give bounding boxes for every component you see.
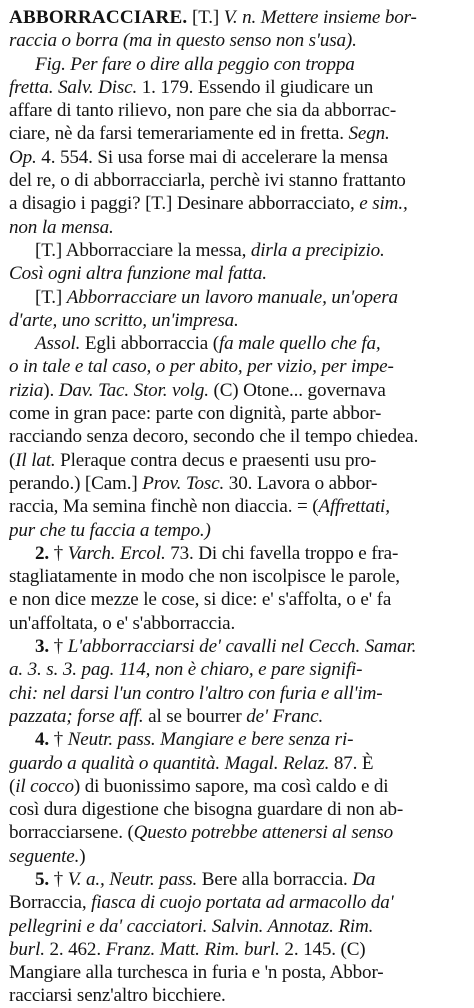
- entry-line: [9, 868, 465, 891]
- entry-line: [9, 588, 465, 611]
- text-segment: o in tale e tal caso, o per abito, per vizio, per impe-: [9, 356, 394, 378]
- text-segment: del re, o di abborracciarla, perchè ivi stanno frattanto: [9, 170, 406, 192]
- entry-line: [9, 472, 465, 495]
- entry-line: [9, 728, 465, 751]
- text-segment: Questo potrebbe attenersi al senso: [133, 822, 394, 844]
- entry-line: [9, 332, 465, 355]
- text-segment: 1. 179. Essendo il giudicare un: [137, 76, 374, 98]
- entry-line: [9, 565, 465, 588]
- text-segment: 73. Di chi favella troppo e fra-: [165, 542, 399, 564]
- text-segment: Op.: [9, 146, 37, 168]
- entry-line: [9, 425, 465, 448]
- entry-line: [9, 122, 465, 145]
- text-segment: (: [9, 775, 16, 797]
- entry-line: [9, 192, 465, 215]
- entry-line: [9, 355, 465, 378]
- text-segment: al se bourrer: [143, 705, 247, 727]
- text-segment: Pleraque contra decus e praesenti usu pro-: [55, 449, 377, 471]
- text-segment: Neutr. pass. Mangiare e bere senza ri-: [67, 729, 354, 751]
- text-segment: de' Franc.: [246, 705, 324, 727]
- text-segment: e sim.,: [359, 193, 408, 215]
- entry-line: [9, 379, 465, 402]
- entry-line: [9, 309, 465, 332]
- text-segment: 2. 462.: [44, 938, 106, 960]
- text-segment: pellegrini e da' cacciatori. Salvin. Annotaz. Rim.: [9, 915, 374, 937]
- text-segment: 3.: [35, 636, 50, 658]
- text-segment: Varch. Ercol.: [67, 542, 166, 564]
- text-segment: †: [49, 636, 68, 658]
- text-segment: raccia, Ma semina finchè non diaccia. = (: [9, 496, 319, 518]
- entry-line: [9, 542, 465, 565]
- text-segment: ): [79, 845, 86, 867]
- text-segment: Bere alla borraccia.: [197, 868, 353, 890]
- text-segment: seguente.: [9, 845, 80, 867]
- text-segment: non la mensa.: [9, 216, 114, 238]
- text-segment: Prov. Tosc.: [142, 472, 225, 494]
- text-segment: fa male quello che fa,: [218, 333, 381, 355]
- text-segment: fiasca di cuojo portata ad armacollo da': [91, 892, 394, 914]
- text-segment: guardo a qualità o quantità. Magal. Relaz.: [9, 752, 330, 774]
- text-segment: racciarsi senz'altro bicchiere.: [9, 985, 226, 1007]
- entry-line: [9, 286, 465, 309]
- text-segment: chi: nel darsi l'un contro l'altro con furia e all'im-: [9, 682, 383, 704]
- text-segment: Fig. Per fare o dire alla peggio con troppa: [35, 53, 355, 75]
- entry-line: [9, 449, 465, 472]
- text-segment: rizia: [9, 379, 44, 401]
- text-segment: ciare, nè da farsi temerariamente ed in fretta.: [9, 123, 349, 145]
- text-segment: stagliatamente in modo che non iscolpisce le parole,: [9, 566, 400, 588]
- entry-line: [9, 53, 465, 76]
- dictionary-entry-abborracciare: [9, 6, 465, 1008]
- text-segment: [T.]: [187, 7, 224, 28]
- entry-line: [9, 752, 465, 775]
- entry-line: [9, 495, 465, 518]
- entry-line: [9, 938, 465, 961]
- text-segment: Da: [352, 868, 376, 890]
- text-segment: a disagio i paggi? [T.] Desinare abborracciato,: [9, 193, 360, 215]
- entry-line: [9, 961, 465, 984]
- text-segment: raccia o borra (ma in questo senso non s'usa).: [9, 30, 357, 52]
- entry-line: [9, 612, 465, 635]
- entry-line: [9, 635, 465, 658]
- text-segment: pur che tu faccia a tempo.): [9, 519, 211, 541]
- entry-line: [9, 775, 465, 798]
- text-segment: †: [49, 542, 68, 564]
- entry-line: [9, 99, 465, 122]
- entry-line: [9, 76, 465, 99]
- text-segment: affare di tanto rilievo, non pare che sia da abborrac-: [9, 100, 397, 122]
- entry-line: [9, 798, 465, 821]
- entry-line: [9, 682, 465, 705]
- text-segment: borracciarsene. (: [9, 822, 134, 844]
- text-segment: Affrettati,: [318, 496, 390, 518]
- text-segment: pazzata; forse aff.: [9, 705, 144, 727]
- text-segment: racciando senza decoro, secondo che il tempo chiedea.: [9, 426, 419, 448]
- entry-line: [9, 705, 465, 728]
- entry-line: [9, 821, 465, 844]
- entry-line: [9, 984, 465, 1007]
- text-segment: perando.) [Cam.]: [9, 472, 143, 494]
- text-segment: Franz. Matt. Rim. burl.: [105, 938, 280, 960]
- text-segment: fretta. Salv. Disc.: [9, 76, 138, 98]
- entry-line: [9, 519, 465, 542]
- text-segment: ).: [43, 379, 59, 401]
- text-segment: Così ogni altra funzione mal fatta.: [9, 263, 267, 285]
- text-segment: 2.: [35, 542, 50, 564]
- entry-line: [9, 146, 465, 169]
- text-segment: 4.: [35, 729, 50, 751]
- text-segment: ABBORRACCIARE.: [9, 7, 188, 28]
- text-segment: 87. È: [329, 752, 374, 774]
- text-segment: (: [9, 449, 16, 471]
- entry-line: [9, 262, 465, 285]
- text-segment: e non dice mezze le cose, si dice: e' s'affolta, o e' fa: [9, 589, 392, 611]
- entry-line: [9, 845, 465, 868]
- entry-line: [9, 6, 465, 29]
- text-segment: Mangiare alla turchesca in furia e 'n posta, Abbor-: [9, 962, 384, 984]
- entry-line: [9, 239, 465, 262]
- text-segment: Abborracciare un lavoro manuale, un'opera: [66, 286, 398, 308]
- text-segment: Segn.: [348, 123, 390, 145]
- entry-line: [9, 169, 465, 192]
- text-segment: Il lat.: [15, 449, 56, 471]
- text-segment: V. a., Neutr. pass.: [67, 868, 198, 890]
- text-segment: †: [49, 729, 68, 751]
- text-segment: così dura digestione che bisogna guardare di non ab-: [9, 799, 404, 821]
- entry-line: [9, 29, 465, 52]
- text-segment: 30. Lavora o abbor-: [224, 472, 378, 494]
- text-segment: Egli abborraccia (: [80, 333, 219, 355]
- text-segment: un'affoltata, o e' s'abborraccia.: [9, 612, 236, 634]
- text-segment: d'arte, uno scritto, un'impresa.: [9, 309, 239, 331]
- text-segment: Assol.: [35, 333, 81, 355]
- text-segment: burl.: [9, 938, 45, 960]
- text-segment: (C) Otone... governava: [208, 379, 386, 401]
- text-segment: L'abborracciarsi de' cavalli nel Cecch. Samar.: [67, 636, 417, 658]
- text-segment: a. 3. s. 3. pag. 114, non è chiaro, e pare signifi-: [9, 659, 363, 681]
- entry-line: [9, 891, 465, 914]
- entry-line: [9, 216, 465, 239]
- text-segment: [T.] Abborracciare la messa,: [35, 239, 251, 261]
- text-segment: il cocco: [15, 775, 74, 797]
- entry-line: [9, 402, 465, 425]
- text-segment: [T.]: [35, 286, 67, 308]
- text-segment: Borraccia,: [9, 892, 92, 914]
- entry-line: [9, 915, 465, 938]
- text-segment: 2. 145. (C): [279, 938, 366, 960]
- text-segment: come in gran pace: parte con dignità, parte abbor-: [9, 403, 382, 425]
- text-segment: †: [49, 868, 68, 890]
- text-segment: Dav. Tac. Stor. volg.: [58, 379, 209, 401]
- text-segment: dirla a precipizio.: [250, 239, 385, 261]
- text-segment: 5.: [35, 868, 50, 890]
- text-segment: V. n. Mettere insieme bor-: [223, 7, 417, 28]
- entry-line: [9, 658, 465, 681]
- text-segment: ) di buonissimo sapore, ma così caldo e di: [73, 775, 389, 797]
- text-segment: 4. 554. Si usa forse mai di accelerare la mensa: [36, 146, 388, 168]
